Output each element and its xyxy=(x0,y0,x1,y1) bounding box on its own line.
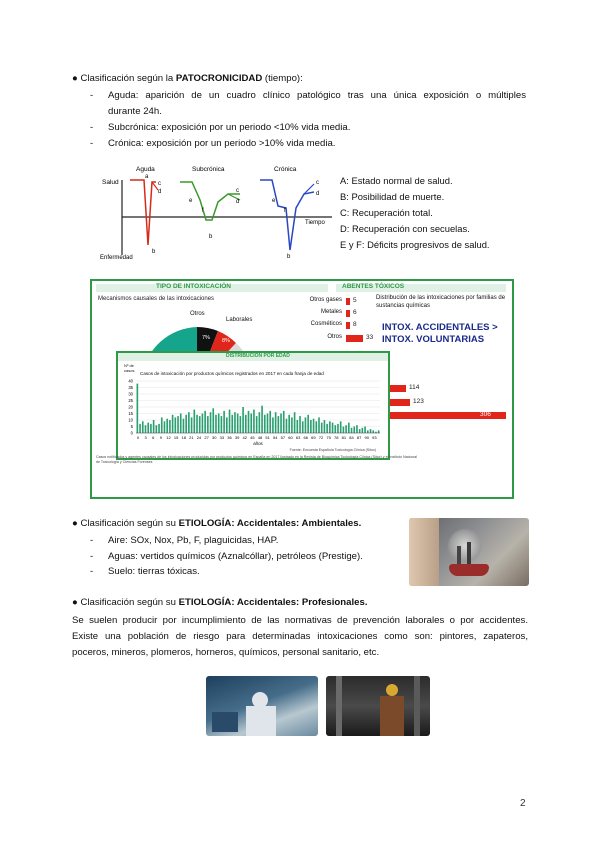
age-bar xyxy=(372,430,374,433)
age-bar xyxy=(223,411,225,433)
right-subtitle: Distribución de las intoxicaciones por familias de sustancias químicas xyxy=(376,295,506,309)
age-bar xyxy=(256,416,258,433)
list-dash: - xyxy=(90,138,94,149)
list-item-aguda-cont: durante 24h. xyxy=(108,106,162,117)
x-tick-label: 60 xyxy=(288,435,293,440)
x-tick-label: 75 xyxy=(326,435,331,440)
x-tick-label: 84 xyxy=(349,435,354,440)
age-bar xyxy=(275,412,277,433)
age-bar xyxy=(324,420,326,433)
age-chart-panel xyxy=(116,351,390,460)
age-bar xyxy=(202,414,204,434)
x-tick-label: 72 xyxy=(318,435,324,440)
age-bar xyxy=(253,410,255,433)
legend-d: D: Recuperación con secuelas. xyxy=(340,223,470,234)
x-tick-label: 18 xyxy=(181,435,186,440)
aguda-curve xyxy=(130,180,156,245)
age-bar xyxy=(313,419,315,433)
age-bar xyxy=(193,410,195,433)
age-bar xyxy=(343,427,345,434)
age-bar xyxy=(264,415,266,433)
list-dash: - xyxy=(90,122,94,133)
age-bar xyxy=(188,412,190,433)
letter-d3: d xyxy=(316,191,320,197)
age-bar xyxy=(240,416,242,433)
letter-b3: b xyxy=(287,254,291,260)
age-bar xyxy=(305,417,307,433)
x-tick-label: 21 xyxy=(189,435,194,440)
cronica-curve xyxy=(260,180,314,250)
substance-bar-value: 123 xyxy=(413,398,424,405)
age-bar xyxy=(345,425,347,433)
x-tick-label: 39 xyxy=(234,435,240,440)
x-tick-label: 30 xyxy=(212,435,217,440)
x-tick-label: 48 xyxy=(257,435,263,440)
age-bar xyxy=(334,425,336,433)
age-bar-chart xyxy=(118,379,384,455)
age-bar xyxy=(204,411,206,433)
y-tick-label: 5 xyxy=(130,424,133,429)
age-bar xyxy=(172,415,174,433)
heading-suffix: : Accidentales: Profesionales. xyxy=(231,597,368,608)
left-subtitle: Mecanismos causales de las intoxicaciones xyxy=(98,296,215,302)
x-tick-label: 33 xyxy=(219,435,225,440)
substance-bar-value: 5 xyxy=(353,297,357,304)
y-tick-label: 40 xyxy=(128,379,133,384)
age-bar xyxy=(337,424,339,433)
age-bar xyxy=(183,419,185,433)
x-axis-label: años xyxy=(253,441,263,446)
heading-bold: ETIOLOGÍA xyxy=(178,597,232,608)
left-header: TIPO DE INTOXICACIÓN xyxy=(156,283,231,290)
age-bar xyxy=(351,428,353,433)
age-bar xyxy=(310,420,312,433)
mine-beam xyxy=(414,676,420,736)
aguda-label: Aguda xyxy=(136,166,155,173)
age-bar xyxy=(169,420,171,433)
age-bar xyxy=(318,417,320,433)
age-bar xyxy=(156,425,158,433)
substance-bar-value: 6 xyxy=(353,309,357,316)
heading-suffix: (tiempo): xyxy=(262,73,303,84)
legend-b: B: Posibilidad de muerte. xyxy=(340,191,445,202)
tiempo-label: Tiempo xyxy=(305,220,325,226)
right-header: ABENTES TÓXICOS xyxy=(342,283,405,290)
letter-c3: c xyxy=(316,180,319,186)
x-tick-label: 69 xyxy=(311,435,316,440)
age-bar xyxy=(231,415,233,433)
y-tick-label: 0 xyxy=(130,430,133,436)
age-bar xyxy=(315,421,317,433)
right-title-1: INTOX. ACCIDENTALES > xyxy=(382,322,498,333)
letter-b: b xyxy=(152,249,156,255)
pollution-photo xyxy=(409,518,529,586)
heading-bold: ETIOLOGÍA xyxy=(178,518,232,529)
letter-d: d xyxy=(158,189,162,195)
x-tick-label: 12 xyxy=(166,435,171,440)
x-tick-label: 93 xyxy=(372,435,377,440)
x-tick-label: 66 xyxy=(303,435,308,440)
age-bar xyxy=(164,421,166,433)
age-bar xyxy=(242,407,244,433)
heading-bold: PATOCRONICIDAD xyxy=(175,73,263,84)
infographic-footnote: Casos notificados y agentes causales de los intoxicaciones producidas por productos químicos en España en 2017 ilustrado en la Revista de Bioquímica Toxicología Clínica (Sitox) y el Instituto Nacional de Toxicología y Ciencias Forenses xyxy=(96,455,417,464)
age-bar xyxy=(250,414,252,434)
substance-bar-label: Otros gases xyxy=(309,297,342,303)
substance-bar xyxy=(346,335,363,342)
y-tick-label: 30 xyxy=(128,391,133,397)
age-bar xyxy=(185,415,187,433)
heading-prefix: ● Clasificación según su xyxy=(72,597,179,608)
equipment xyxy=(212,712,238,732)
y-tick-label: 20 xyxy=(128,404,133,410)
pie-laborales-label: Laborales xyxy=(226,317,253,323)
worker-body xyxy=(246,706,276,736)
heading-prefix: ● Clasificación según la xyxy=(72,73,176,84)
x-tick-label: 78 xyxy=(334,435,339,440)
age-bar xyxy=(212,408,214,433)
age-bar xyxy=(139,424,141,433)
legend-a: A: Estado normal de salud. xyxy=(340,175,453,186)
x-tick-label: 6 xyxy=(152,435,155,440)
cronica-label: Crónica xyxy=(274,166,297,173)
age-bar xyxy=(153,420,155,433)
age-bar xyxy=(294,412,296,433)
age-bar xyxy=(145,425,147,433)
letter-e: e xyxy=(189,198,193,204)
salud-label: Salud xyxy=(102,179,119,186)
heading-prefix: ● Clasificación según su xyxy=(72,518,179,529)
age-bar xyxy=(161,417,163,433)
helmet xyxy=(386,684,398,696)
age-bar xyxy=(218,414,220,434)
y-tick-label: 10 xyxy=(128,417,133,423)
x-tick-label: 51 xyxy=(265,435,270,440)
age-bar xyxy=(378,430,380,433)
paragraph-line-1: Se suelen producir por incumplimiento de las normativas de prevención laborales o por accidentes. xyxy=(72,615,528,626)
right-title-2: INTOX. VOLUNTARIAS xyxy=(382,334,485,345)
x-tick-label: 36 xyxy=(227,435,232,440)
age-bar xyxy=(348,423,350,433)
age-bar xyxy=(364,427,366,434)
age-bar xyxy=(248,411,250,433)
substance-bar-label: Cosméticos xyxy=(310,321,342,327)
substance-bar xyxy=(346,322,350,329)
x-tick-label: 45 xyxy=(250,435,255,440)
smoke xyxy=(447,528,483,564)
age-source: Fuente: Encuesta Española Toxicología Clínica (Sitox) xyxy=(289,448,376,452)
enfermedad-label: Enfermedad xyxy=(100,255,133,260)
age-bar xyxy=(226,417,228,433)
age-bar xyxy=(207,416,209,433)
letter-c: c xyxy=(158,181,161,187)
age-bar xyxy=(288,415,290,433)
lips xyxy=(449,564,489,576)
age-ylabel: Nº de casos xyxy=(124,363,135,373)
substance-bar-label: Otros xyxy=(327,334,342,340)
substance-bar xyxy=(346,298,350,305)
legend-ef: E y F: Déficits progresivos de salud. xyxy=(340,239,490,250)
age-bar xyxy=(326,424,328,433)
x-tick-label: 87 xyxy=(356,435,362,440)
substance-bar-value: 114 xyxy=(409,384,420,391)
x-tick-label: 9 xyxy=(159,435,162,440)
age-bar xyxy=(278,416,280,433)
substance-bar-value: 8 xyxy=(353,321,357,328)
age-bar xyxy=(329,421,331,433)
x-tick-label: 81 xyxy=(341,435,347,440)
age-bar xyxy=(245,415,247,433)
age-bar xyxy=(166,419,168,433)
y-tick-label: 25 xyxy=(128,398,133,403)
age-bar xyxy=(215,415,217,433)
x-tick-label: 3 xyxy=(144,435,147,440)
substance-bar-value: 306 xyxy=(480,411,491,418)
y-tick-label: 35 xyxy=(128,385,133,390)
age-bar xyxy=(340,421,342,433)
list-item-aguas: Aguas: vertidos químicos (Aznalcóllar), petróleos (Prestige). xyxy=(108,551,363,562)
x-tick-label: 54 xyxy=(273,435,278,440)
age-bar xyxy=(291,417,293,433)
x-tick-label: 63 xyxy=(295,435,301,440)
age-bar xyxy=(283,411,285,433)
pie-laborales-pct: 8% xyxy=(222,338,230,344)
x-tick-label: 0 xyxy=(136,435,140,440)
list-item-aire: Aire: SOx, Nox, Pb, F, plaguicidas, HAP. xyxy=(108,535,279,546)
list-item-aguda: Aguda: aparición de un cuadro clínico patológico tras una única exposición o múltiples xyxy=(108,90,526,101)
letter-f2: f xyxy=(284,208,286,214)
face xyxy=(409,518,439,586)
age-bar xyxy=(137,384,139,433)
section2-heading xyxy=(72,518,361,529)
age-bar xyxy=(370,429,372,433)
section1-heading xyxy=(72,73,303,84)
age-bar xyxy=(302,421,304,433)
age-bar xyxy=(142,421,144,433)
legend-c: C: Recuperación total. xyxy=(340,207,433,218)
x-tick-label: 57 xyxy=(280,435,286,440)
miner-body xyxy=(380,696,404,736)
age-title: Casos de intoxicación por productos químicos registrados en 2017 en cada franja de edad xyxy=(140,371,324,376)
x-tick-label: 24 xyxy=(196,435,202,440)
x-tick-label: 15 xyxy=(173,435,179,440)
pie-otros-label: Otros xyxy=(190,311,205,317)
paragraph-line-2: Existe una población de riesgo para determinadas intoxicaciones como son: pintores, zapateros, xyxy=(72,631,528,642)
age-bar xyxy=(321,423,323,433)
x-tick-label: 90 xyxy=(364,435,369,440)
age-bar xyxy=(286,419,288,433)
age-bar xyxy=(158,424,160,433)
subcronica-label: Subcrónica xyxy=(192,166,225,173)
letter-e2: e xyxy=(272,198,276,204)
age-bar xyxy=(261,406,263,433)
page-number: 2 xyxy=(520,798,526,809)
list-dash: - xyxy=(90,551,94,562)
age-bar xyxy=(297,420,299,433)
y-tick-label: 15 xyxy=(128,411,133,416)
age-bar xyxy=(221,416,223,433)
age-bar xyxy=(175,417,177,433)
substance-bar-label: Metales xyxy=(320,309,342,315)
age-bar xyxy=(147,423,149,433)
age-bar xyxy=(359,429,361,433)
letter-a: a xyxy=(145,174,149,180)
letter-c2: c xyxy=(236,188,239,194)
age-header: DISTRIBUCIÓN POR EDAD xyxy=(226,353,290,359)
infographic xyxy=(90,279,514,499)
age-bar xyxy=(210,412,212,433)
lab-worker-photo xyxy=(206,676,318,736)
age-bar xyxy=(356,425,358,433)
section3-heading xyxy=(72,597,368,608)
list-item-suelo: Suelo: tierras tóxicas. xyxy=(108,566,200,577)
letter-d2: d xyxy=(236,199,240,205)
list-item-subcronica: Subcrónica: exposición por un periodo <10% vida media. xyxy=(108,122,351,133)
list-dash: - xyxy=(90,535,94,546)
list-item-cronica: Crónica: exposición por un periodo >10% vida media. xyxy=(108,138,336,149)
age-bar xyxy=(191,417,193,433)
pie-otros-pct: 7% xyxy=(202,335,210,341)
age-bar xyxy=(269,411,271,433)
substance-bar-value: 33 xyxy=(366,334,374,341)
mine-beam xyxy=(336,676,342,736)
miner-photo xyxy=(326,676,430,736)
age-bar xyxy=(234,412,236,433)
age-bar xyxy=(150,424,152,433)
paragraph-line-3: poceros, mineros, plomeros, horneros, químicos, personal sanitario, etc. xyxy=(72,647,380,658)
age-bar xyxy=(196,415,198,433)
age-bar xyxy=(199,416,201,433)
list-dash: - xyxy=(90,566,94,577)
age-bar xyxy=(229,410,231,433)
substance-bar xyxy=(346,310,350,317)
letter-b2: b xyxy=(209,234,213,240)
pathocronicity-diagram xyxy=(100,160,340,260)
x-tick-label: 42 xyxy=(242,435,247,440)
x-tick-label: 27 xyxy=(204,435,209,440)
age-bar xyxy=(259,412,261,433)
list-dash: - xyxy=(90,90,94,101)
heading-suffix: : Accidentales: Ambientales. xyxy=(231,518,362,529)
age-bar xyxy=(367,430,369,433)
age-bar xyxy=(237,414,239,434)
age-bar xyxy=(307,415,309,433)
age-bar xyxy=(280,414,282,434)
age-bar xyxy=(180,414,182,434)
age-bar xyxy=(353,427,355,434)
age-bar xyxy=(332,423,334,433)
age-bar xyxy=(362,428,364,433)
letter-f: f xyxy=(202,208,204,214)
age-bar xyxy=(267,414,269,434)
age-bar xyxy=(272,417,274,433)
age-bar xyxy=(299,416,301,433)
age-bar xyxy=(177,416,179,433)
